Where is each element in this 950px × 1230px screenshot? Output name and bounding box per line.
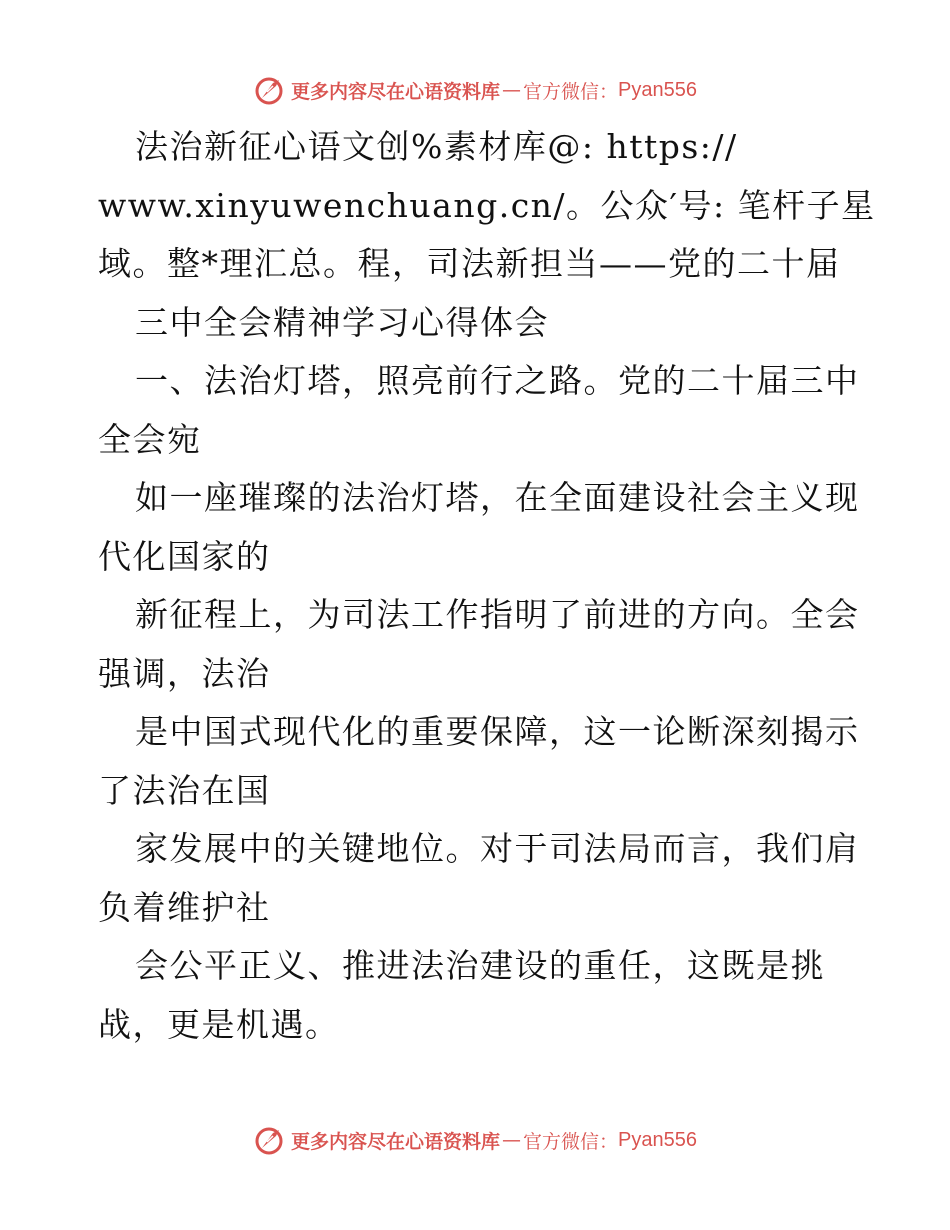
header-banner (0, 70, 950, 110)
banner-main-text: 更多内容尽在心语资料库 (291, 1130, 501, 1153)
body-line: 如一座璀璨的法治灯塔，在全面建设社会主义现 (135, 478, 860, 517)
body-line: 全会宛 (98, 419, 202, 459)
banner-wechat-id: Pyan556 (618, 78, 697, 101)
pen-nib-logo-icon (253, 1124, 285, 1156)
body-line: 了法治在国 (98, 770, 271, 810)
body-line: 三中全会精神学习心得体会 (135, 302, 549, 342)
body-line: 是中国式现代化的重要保障，这一论断深刻揭示 (135, 712, 860, 751)
body-line: 一、法治灯塔，照亮前行之路。党的二十届三中 (135, 361, 860, 400)
pen-nib-logo-icon (253, 74, 285, 106)
body-line: www.xinyuwenchuang.cn/。公众′号: 笔杆子星 (98, 185, 876, 225)
body-line: 域。整*理汇总。程，司法新担当——党的二十届 (98, 244, 841, 283)
banner-main-text: 更多内容尽在心语资料库 (291, 80, 501, 103)
banner-wechat-label: 官方微信： (523, 80, 619, 103)
banner-wechat-id: Pyan556 (618, 1128, 697, 1151)
body-line: 战，更是机遇。 (98, 1004, 340, 1044)
banner-dash: — (502, 79, 522, 101)
body-line: 家发展中的关键地位。对于司法局而言，我们肩 (135, 829, 860, 868)
body-line: 强调，法治 (98, 653, 271, 693)
footer-banner (0, 1120, 950, 1160)
body-line: 代化国家的 (98, 536, 271, 576)
document-body (98, 118, 876, 1054)
body-line: 新征程上，为司法工作指明了前进的方向。全会 (135, 595, 860, 634)
banner-wechat-label: 官方微信： (523, 1130, 619, 1153)
body-line: 负着维护社 (98, 887, 271, 927)
body-line: 法治新征心语文创%素材库@: https:// (135, 127, 738, 166)
body-line: 会公平正义、推进法治建设的重任，这既是挑 (135, 946, 825, 985)
banner-dash: — (502, 1129, 522, 1151)
